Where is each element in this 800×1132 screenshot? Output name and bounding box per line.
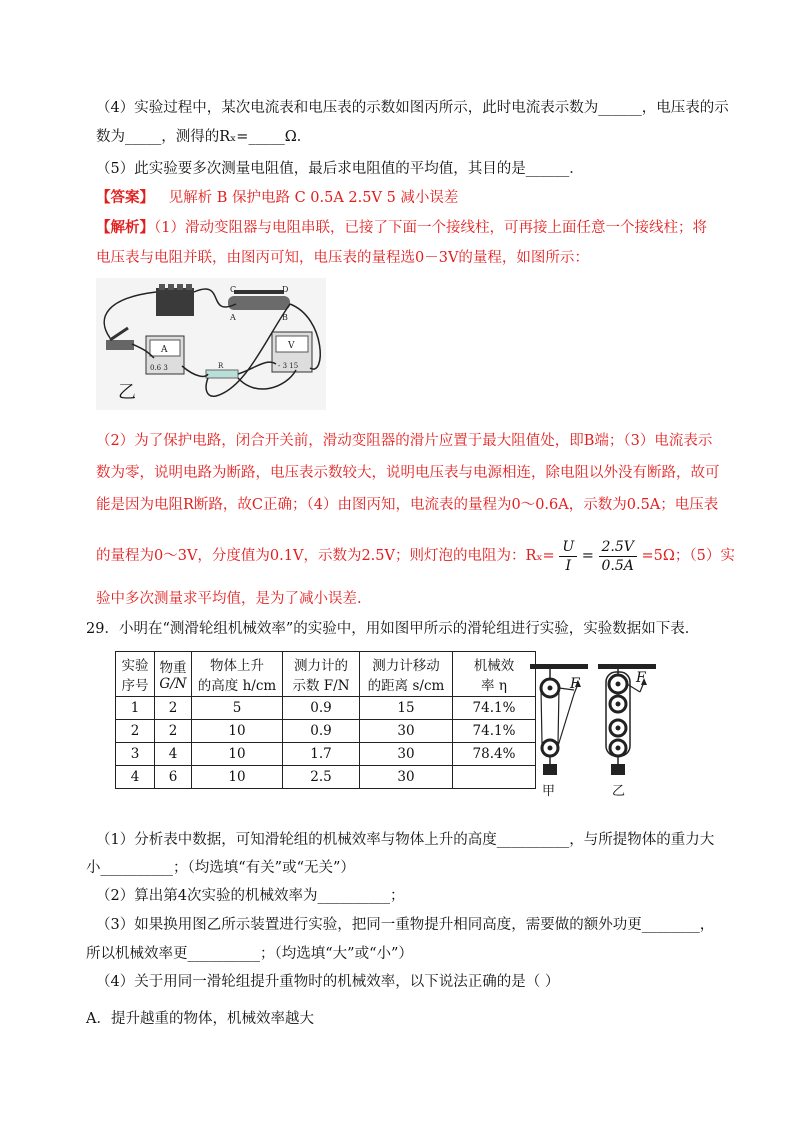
pulley-system-yi-icon	[598, 664, 656, 775]
table-cell: 6	[155, 766, 192, 789]
table-header-text: 序号	[121, 678, 149, 694]
equals-sign: =	[581, 548, 594, 564]
pulley-figures	[528, 662, 674, 802]
force-label-jia: F	[570, 676, 580, 692]
table-header-cell	[360, 652, 453, 697]
fraction-denominator-i: I	[565, 557, 571, 574]
table-cell: 10	[192, 720, 283, 743]
table-cell: 74.1%	[453, 720, 536, 743]
q28-part5: （5）此实验要多次测量电阻值，最后求电阻值的平均值，其目的是______．	[96, 161, 584, 177]
circuit-figure	[96, 278, 326, 410]
analysis-line-6	[96, 535, 735, 577]
svg-text:0.6 3: 0.6 3	[150, 364, 168, 372]
table-header-text: 物重	[159, 660, 187, 676]
q29-part2: （2）算出第4次实验的机械效率为__________；	[96, 888, 405, 904]
table-cell: 10	[192, 743, 283, 766]
table-row	[116, 720, 536, 743]
q29-intro: 29．小明在“测滑轮组机械效率”的实验中，用如图甲所示的滑轮组进行实验，实验数据如下表．	[86, 621, 700, 637]
table-cell: 2.5	[283, 766, 360, 789]
svg-text:C: C	[230, 285, 237, 294]
svg-text:- 3 15: - 3 15	[278, 362, 299, 370]
table-header-text: 示数 F/N	[292, 678, 350, 694]
table-cell: 1	[116, 697, 155, 720]
table-cell: 15	[360, 697, 453, 720]
table-cell: 74.1%	[453, 697, 536, 720]
fraction-numerator-u: U	[559, 538, 577, 557]
table-cell: 2	[155, 720, 192, 743]
analysis-text-6a: 的量程为0～3V，分度值为0.1V，示数为2.5V；则灯泡的电阻为：Rₓ=	[96, 548, 555, 564]
table-header-text: 测力计的	[294, 658, 348, 674]
analysis-line-2: 电压表与电阻并联，由图丙可知，电压表的量程选0－3V的量程，如图所示：	[96, 250, 589, 266]
table-header-cell	[155, 652, 192, 697]
q29-part3-line2: 所以机械效率更__________；（均选填“大”或“小”）	[86, 946, 413, 962]
table-cell: 4	[116, 766, 155, 789]
fraction-u-over-i	[559, 538, 577, 575]
table-header-text: 实验	[121, 658, 149, 674]
switch-icon	[106, 328, 134, 350]
analysis-line-7: 验中多次测量求平均值，是为了减小误差.	[96, 591, 362, 607]
svg-text:R: R	[218, 362, 224, 370]
svg-text:B: B	[282, 313, 288, 322]
battery-icon	[156, 284, 194, 316]
table-row	[116, 766, 536, 789]
table-header-text: 率 η	[481, 678, 507, 694]
table-header-row	[116, 652, 536, 697]
analysis-text-6b: =5Ω；（5）实	[641, 548, 735, 564]
analysis-line-5: 能是因为电阻R断路，故C正确；（4）由图丙知，电流表的量程为0～0.6A，示数为0.5A；电压表	[96, 497, 719, 513]
analysis-text-1: （1）滑动变阻器与电阻串联，已接了下面一个接线柱，可再接上面任意一个接线柱；将	[154, 220, 707, 236]
table-header-text: G/N	[159, 676, 187, 692]
resistor-icon	[206, 362, 238, 378]
fraction-denominator-current: 0.5A	[601, 557, 634, 574]
analysis-tag: 【解析】	[96, 219, 154, 236]
fraction-numerator-voltage: 2.5V	[599, 538, 637, 557]
table-header-cell	[116, 652, 155, 697]
table-header-cell	[283, 652, 360, 697]
svg-text:A: A	[230, 313, 236, 322]
q29-part3-line1: （3）如果换用图乙所示装置进行实验，把同一重物提升相同高度，需要做的额外功更________，	[96, 917, 715, 933]
svg-text:V: V	[288, 341, 295, 351]
table-cell: 3	[116, 743, 155, 766]
table-cell: 4	[155, 743, 192, 766]
table-cell: 30	[360, 766, 453, 789]
table-header-cell	[192, 652, 283, 697]
table-row	[116, 697, 536, 720]
table-cell: 0.9	[283, 720, 360, 743]
q28-part4-line1: （4）实验过程中，某次电流表和电压表的示数如图丙所示，此时电流表示数为______，电压表的示	[96, 100, 729, 116]
table-cell: 2	[116, 720, 155, 743]
table-cell	[453, 766, 536, 789]
table-cell: 30	[360, 720, 453, 743]
answer-tag: 【答案】	[96, 189, 154, 206]
fraction-values	[599, 538, 637, 575]
q28-part4-line2: 数为_____，测得的Rₓ=_____Ω．	[96, 129, 312, 145]
rheostat-icon	[228, 285, 290, 322]
svg-text:A: A	[161, 345, 168, 355]
table-header-text: 测力计移动	[372, 658, 440, 674]
table-header-text: 物体上升	[210, 658, 264, 674]
table-header-cell	[453, 652, 536, 697]
q29-part1-line1: （1）分析表中数据，可知滑轮组的机械效率与物体上升的高度__________，与所提物体的重力大	[96, 832, 715, 848]
table-cell: 5	[192, 697, 283, 720]
svg-text:D: D	[282, 285, 289, 294]
table-header-text: 的高度 h/cm	[197, 678, 277, 694]
figure-label-jia: 甲	[542, 784, 556, 799]
table-cell: 2	[155, 697, 192, 720]
analysis-line-3: （2）为了保护电路，闭合开关前，滑动变阻器的滑片应置于最大阻值处，即B端；（3）电流表示	[96, 433, 713, 449]
figure-label-yi: 乙	[612, 784, 626, 799]
voltmeter-icon	[272, 332, 312, 372]
force-label-yi: F	[636, 670, 646, 686]
q29-part4: （4）关于用同一滑轮组提升重物时的机械效率，以下说法正确的是（ ）	[96, 974, 560, 990]
experiment-data-table	[115, 651, 536, 789]
analysis-line-4: 数为零，说明电路为断路，电压表示数较大，说明电压表与电源相连，除电阻以外没有断路，故可	[96, 465, 720, 481]
answer-line	[96, 187, 458, 209]
table-cell: 0.9	[283, 697, 360, 720]
table-header-text: 机械效	[473, 658, 515, 674]
circuit-label: 乙	[118, 382, 136, 403]
table-cell: 78.4%	[453, 743, 536, 766]
q29-part1-line2: 小__________；（均选填“有关”或“无关”）	[86, 860, 355, 876]
analysis-line-1	[96, 217, 707, 239]
answer-text: 见解析 B 保护电路 C 0.5A 2.5V 5 减小误差	[168, 190, 459, 206]
table-header-text: 的距离 s/cm	[367, 678, 445, 694]
table-cell: 1.7	[283, 743, 360, 766]
table-cell: 10	[192, 766, 283, 789]
q29-option-a[interactable]: A．提升越重的物体，机械效率越大	[86, 1011, 314, 1027]
table-cell: 30	[360, 743, 453, 766]
table-row	[116, 743, 536, 766]
